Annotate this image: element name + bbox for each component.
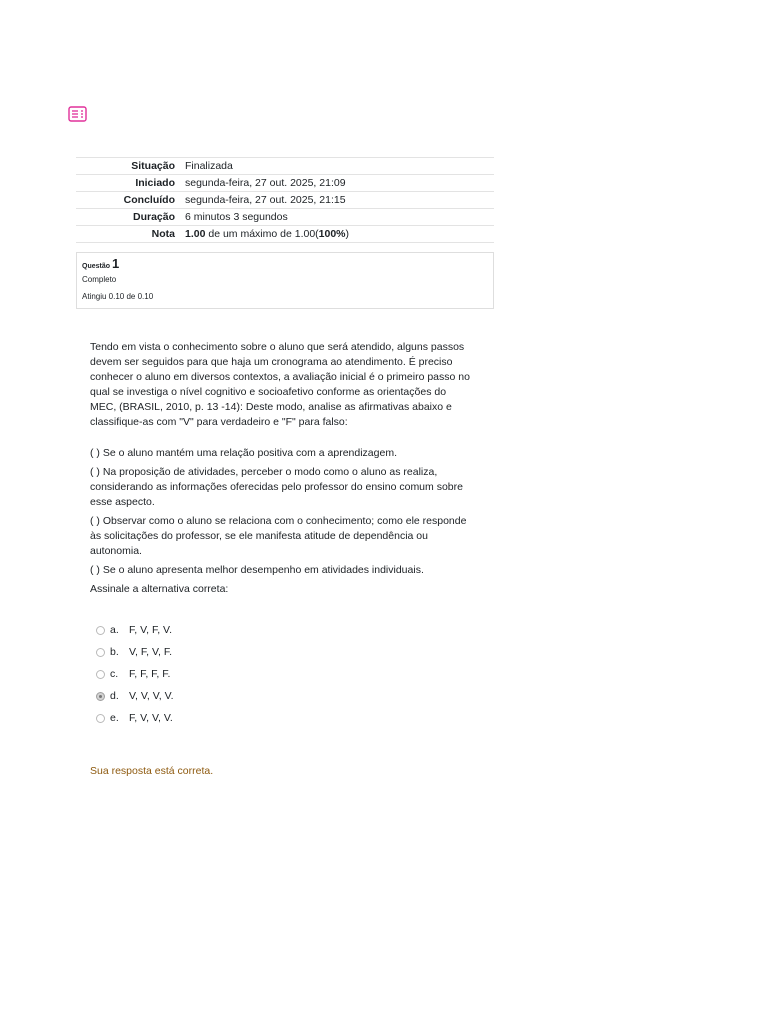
question-state: Completo: [82, 275, 117, 284]
summary-value: 6 minutos 3 segundos: [185, 211, 288, 223]
question-intro: Tendo em vista o conhecimento sobre o aluno que será atendido, alguns passos devem ser seguidos para que haja um cronograma ao atendimento. É preciso conhecer o aluno em diversos contextos, a avaliação inicial é o primeiro passo no qual se investiga o nível cognitivo e socioafetivo conforme as orientações do MEC, (BRASIL, 2010, p. 13 -14): Deste modo, analise as afirmativas abaixo e classifique-as com "V" para verdadeiro e "F" para falso:: [90, 341, 470, 428]
question-label: Questão: [82, 263, 111, 270]
summary-row-duration: [76, 209, 494, 226]
option-label: e.: [110, 712, 119, 724]
statement-2: ( ) Na proposição de atividades, perceber o modo como o aluno as realiza, considerando as informações oferecidas pelo professor do ensino comum sobre esse aspecto.: [90, 466, 463, 508]
option-label: b.: [110, 646, 119, 658]
summary-value: segunda-feira, 27 out. 2025, 21:09: [185, 177, 346, 189]
question-number-value: 1: [111, 256, 120, 271]
option-label: d.: [110, 690, 119, 702]
statement-1: ( ) Se o aluno mantém uma relação positiva com a aprendizagem.: [90, 447, 397, 459]
summary-row-started: [76, 175, 494, 192]
option-label: a.: [110, 624, 119, 636]
summary-row-completed: [76, 192, 494, 209]
radio-button[interactable]: [96, 714, 105, 723]
grade-score: 1.00: [185, 228, 206, 240]
grade-max-text: de um máximo de 1.00(: [205, 228, 319, 240]
statement-3: ( ) Observar como o aluno se relaciona com o conhecimento; como ele responde às solicitações do professor, se ele manifesta atitude de dependência ou autonomia.: [90, 515, 467, 557]
option-text: F, F, F, F.: [129, 668, 171, 680]
radio-button-selected[interactable]: [96, 692, 105, 701]
grade-percent: 100%: [318, 228, 346, 240]
grade-close-paren: ): [345, 228, 350, 240]
question-grade: Atingiu 0.10 de 0.10: [82, 292, 154, 301]
question-text: [90, 340, 475, 597]
summary-label: Situação: [131, 160, 175, 172]
summary-label: Duração: [132, 211, 175, 223]
question-info-box: [76, 252, 494, 309]
statement-4: ( ) Se o aluno apresenta melhor desempenho em atividades individuais.: [90, 564, 424, 576]
option-text: F, V, F, V.: [129, 624, 172, 636]
summary-label: Concluído: [123, 194, 175, 206]
option-text: V, F, V, F.: [129, 646, 172, 658]
quiz-summary-table: [76, 157, 494, 243]
radio-button[interactable]: [96, 648, 105, 657]
summary-value: Finalizada: [185, 160, 233, 172]
summary-label: Nota: [151, 228, 175, 240]
answer-feedback: Sua resposta está correta.: [90, 765, 214, 777]
option-label: c.: [110, 668, 119, 680]
question-prompt: Assinale a alternativa correta:: [90, 583, 229, 595]
quiz-list-icon: [68, 106, 87, 122]
option-text: F, V, V, V.: [129, 712, 173, 724]
radio-button[interactable]: [96, 670, 105, 679]
radio-button[interactable]: [96, 626, 105, 635]
summary-value: segunda-feira, 27 out. 2025, 21:15: [185, 194, 346, 206]
summary-row-grade: [76, 226, 494, 243]
question-number: [82, 256, 119, 271]
summary-grade-value: [185, 226, 494, 243]
option-text: V, V, V, V.: [129, 690, 174, 702]
summary-label: Iniciado: [135, 177, 175, 189]
summary-row-status: [76, 158, 494, 175]
